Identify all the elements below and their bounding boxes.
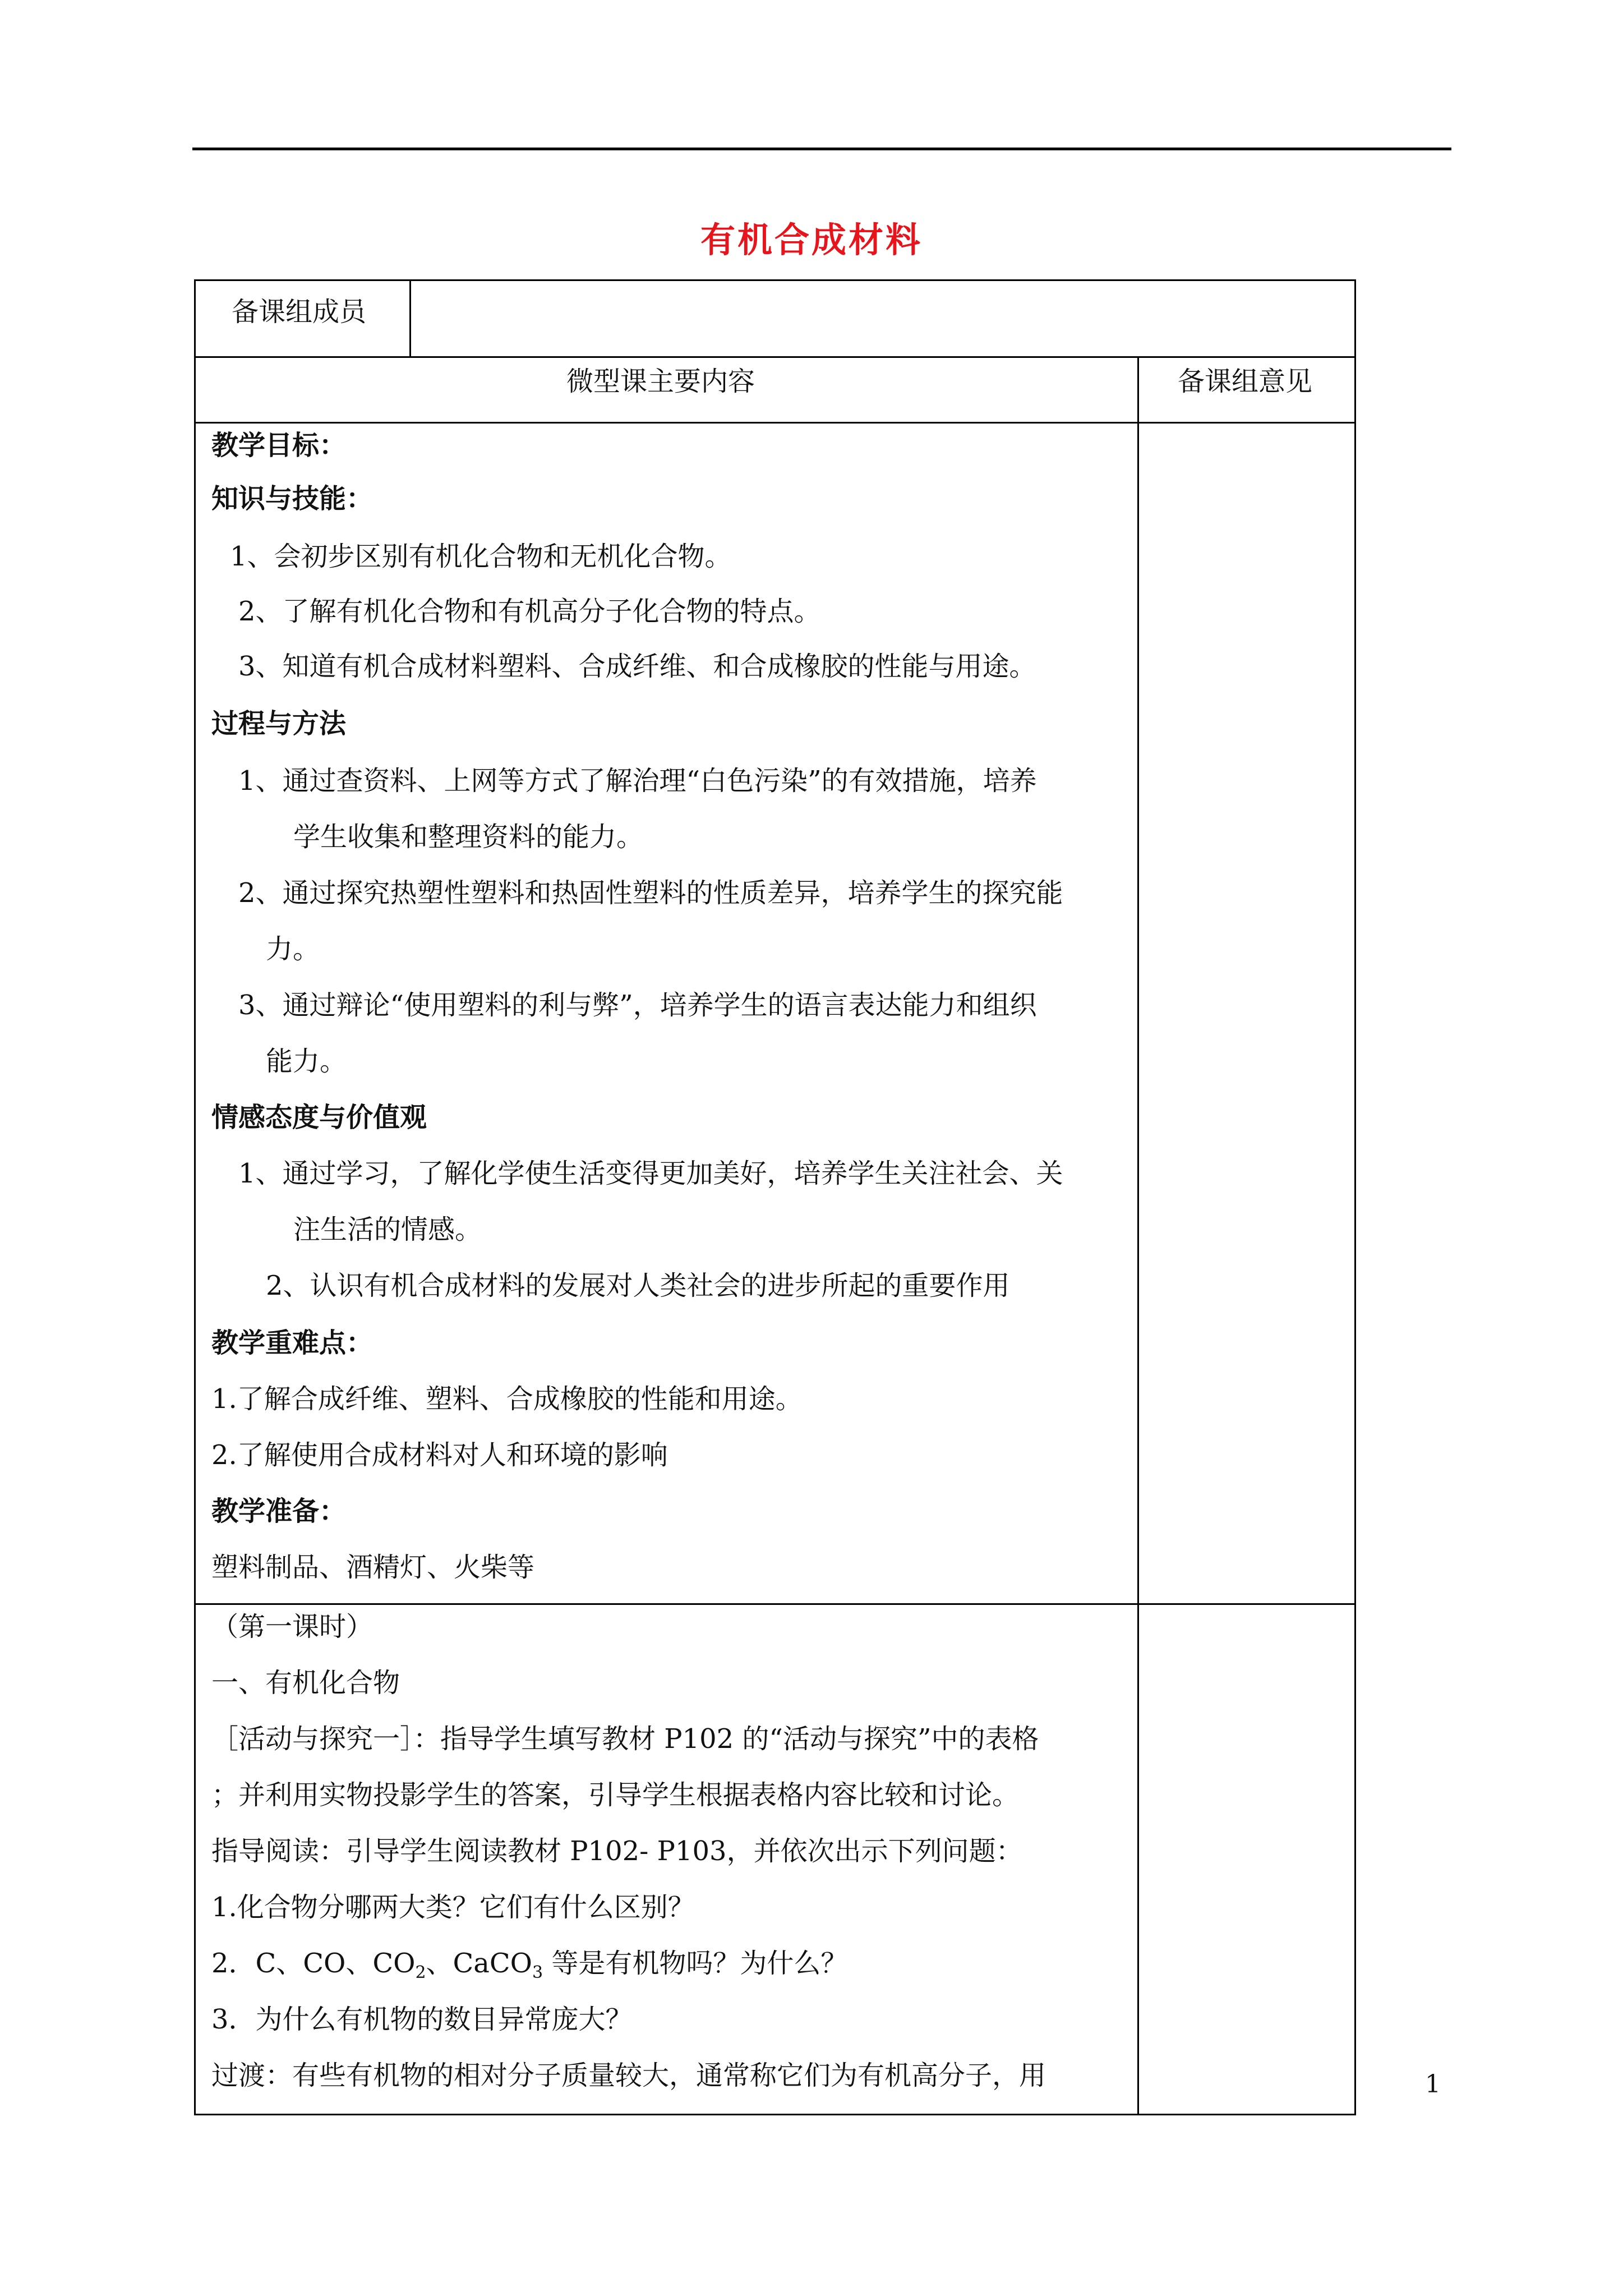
emotion-item: 1、通过学习，了解化学使生活变得更加美好，培养学生关注社会、关	[238, 1158, 1063, 1189]
header-rule	[192, 148, 1451, 150]
activity-text: ［活动与探究一］：指导学生填写教材 P102 的“活动与探究”中的表格	[211, 1723, 1039, 1755]
transition-text: 过渡：有些有机物的相对分子质量较大，通常称它们为有机高分子，用	[211, 2060, 1046, 2091]
table-row-divider	[194, 422, 1356, 424]
prep-text: 塑料制品、酒精灯、火柴等	[211, 1552, 535, 1583]
process-item: 能力。	[266, 1046, 347, 1077]
process-item: 3、通过辩论“使用塑料的利与弊”，培养学生的语言表达能力和组织	[238, 990, 1037, 1021]
objectives-heading: 教学目标：	[211, 430, 347, 461]
question-item: 1.化合物分哪两大类？它们有什么区别？	[211, 1892, 695, 1923]
emotion-heading: 情感态度与价值观	[211, 1102, 427, 1133]
emotion-item: 2、认识有机合成材料的发展对人类社会的进步所起的重要作用	[266, 1270, 1010, 1301]
knowledge-item: 1、会初步区别有机化合物和无机化合物。	[230, 541, 732, 572]
table-col-divider	[1137, 356, 1139, 2115]
emotion-item: 注生活的情感。	[293, 1214, 482, 1245]
page-title: 有机合成材料	[700, 219, 923, 260]
key-point-item: 1.了解合成纤维、塑料、合成橡胶的性能和用途。	[211, 1383, 803, 1415]
page-number: 1	[1425, 2070, 1441, 2099]
question-item: 2．C、CO、$CO_2$、CaCO$_3$ 等是有机物吗？为什么？	[211, 1948, 848, 1982]
session-label: （第一课时）	[211, 1611, 374, 1642]
table-col-divider	[409, 279, 411, 357]
opinion-column-header: 备课组意见	[1178, 366, 1313, 397]
table-row-divider	[194, 1603, 1356, 1605]
key-point-item: 2.了解使用合成材料对人和环境的影响	[211, 1439, 668, 1471]
process-item: 学生收集和整理资料的能力。	[293, 821, 644, 853]
knowledge-item: 3、知道有机合成材料塑料、合成纤维、和合成橡胶的性能与用途。	[238, 651, 1036, 682]
knowledge-heading: 知识与技能：	[211, 483, 374, 514]
prep-heading: 教学准备：	[211, 1496, 347, 1527]
question-item: 3．为什么有机物的数目异常庞大？	[211, 2004, 633, 2035]
knowledge-item: 2、了解有机化合物和有机高分子化合物的特点。	[238, 596, 821, 627]
process-heading: 过程与方法	[211, 708, 347, 739]
table-row-divider	[194, 356, 1356, 358]
members-label: 备课组成员	[232, 296, 367, 328]
section-title: 一、有机化合物	[211, 1667, 400, 1699]
process-item: 1、通过查资料、上网等方式了解治理“白色污染”的有效措施，培养	[238, 765, 1037, 797]
reading-text: 指导阅读：引导学生阅读教材 P102- P103，并依次出示下列问题：	[211, 1835, 1023, 1867]
activity-text: ；并利用实物投影学生的答案，引导学生根据表格内容比较和讨论。	[211, 1779, 1020, 1811]
content-column-header: 微型课主要内容	[566, 366, 755, 397]
key-points-heading: 教学重难点：	[211, 1327, 374, 1359]
process-item: 力。	[266, 933, 320, 965]
process-item: 2、通过探究热塑性塑料和热固性塑料的性质差异，培养学生的探究能	[238, 877, 1063, 909]
